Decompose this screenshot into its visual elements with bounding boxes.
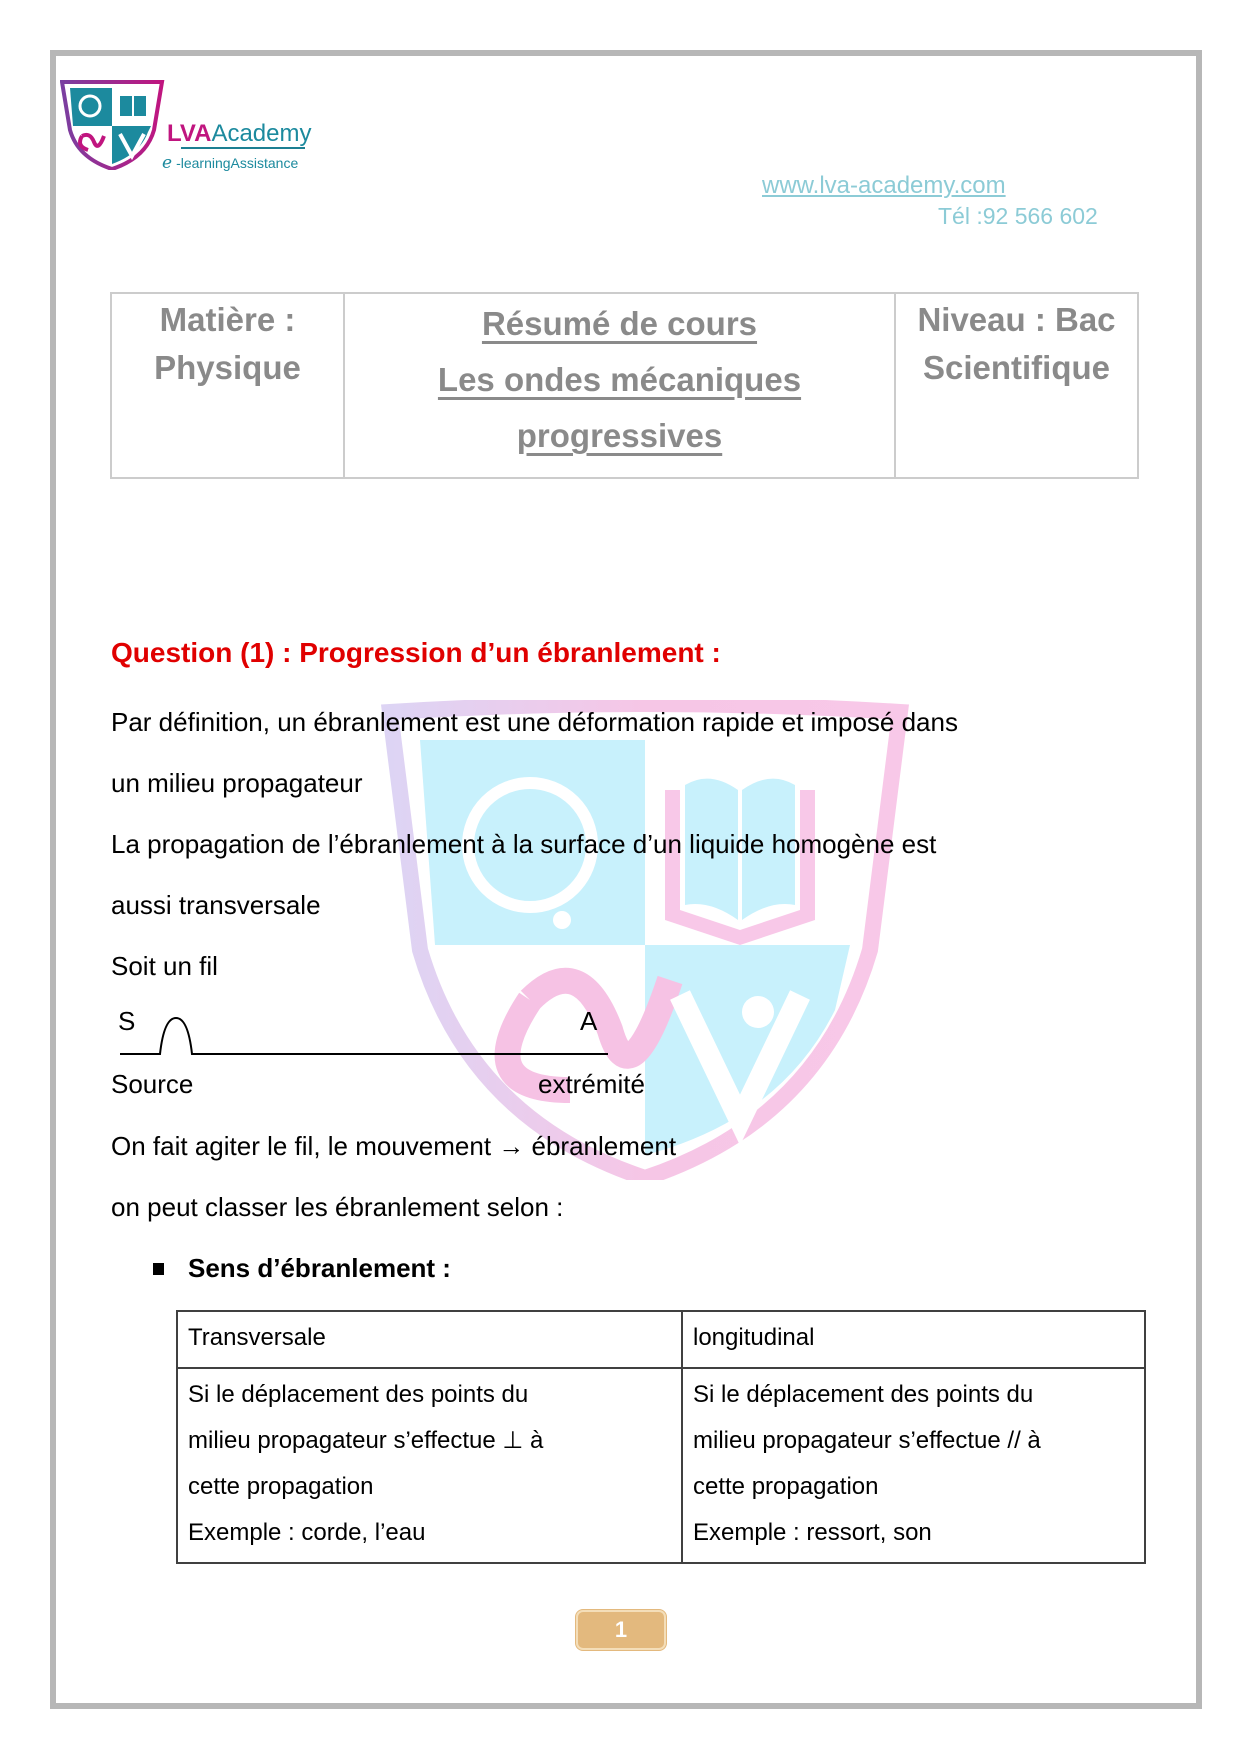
rope-line [120,1018,608,1054]
paragraph-line: on peut classer les ébranlement selon : [111,1192,564,1222]
paragraph-line: On fait agiter le fil, le mouvement → ébranlement [111,1131,677,1161]
subject-label: Matière : [159,301,296,338]
level-cell [896,294,1137,477]
level-value: Scientifique [922,349,1111,386]
cell-line: milieu propagateur s’effectue // à [693,1427,1041,1454]
course-title-line-3: progressives [516,417,723,454]
cell-line: Si le déplacement des points du [693,1381,1034,1408]
tagline-letter: e [162,153,173,173]
diagram-label-end: A [580,1006,598,1036]
website-link[interactable]: www.lva-academy.com [762,172,1006,199]
brand-underline [181,147,305,149]
diagram-label-source: S [118,1006,136,1036]
course-title-cell [345,294,896,477]
paragraph-line: un milieu propagateur [111,768,363,798]
brand-prefix: LVA [167,120,212,147]
table-cell-longitudinal [682,1368,1145,1563]
subject-value: Physique [154,349,301,386]
cell-line: cette propagation [188,1473,374,1500]
table-header-transversal: Transversale [177,1311,682,1368]
brand-suffix: Academy [211,120,312,147]
course-title-line-2: Les ondes mécaniques [437,361,802,398]
cell-line: cette propagation [693,1473,879,1500]
course-title-line-1: Résumé de cours [481,305,758,342]
table-header-row [177,1311,1145,1368]
table-header-longitudinal: longitudinal [682,1311,1145,1368]
level-label: Niveau : Bac [917,301,1116,338]
cell-line: Exemple : ressort, son [693,1519,932,1546]
diagram-caption-end: extrémité [538,1069,645,1099]
paragraph-line: aussi transversale [111,890,321,920]
diagram-caption-source: Source [111,1069,194,1099]
shield-logo-icon [60,80,165,170]
watermark-logo-icon [380,700,910,1180]
rope-pulse-diagram [118,1010,610,1060]
brand-name [167,120,311,148]
table-cell-transversal [177,1368,682,1563]
subject-cell [112,294,345,477]
paragraph-line: La propagation de l’ébranlement à la surface d’un liquide homogène est [111,829,937,859]
cell-line: milieu propagateur s’effectue ⊥ à [188,1427,544,1454]
table-row [177,1368,1145,1563]
page-number-badge: 1 [576,1610,666,1650]
cell-line: Exemple : corde, l’eau [188,1519,426,1546]
cell-line: Si le déplacement des points du [188,1381,529,1408]
paragraph-line: Soit un fil [111,951,218,981]
paragraph-line: Par définition, un ébranlement est une déformation rapide et imposé dans [111,707,958,737]
title-table [110,292,1139,479]
brand-tagline [162,154,298,172]
bullet-heading: Sens d’ébranlement : [188,1253,451,1283]
question-title: Question (1) : Progression d’un ébranlement : [111,637,721,668]
square-bullet-icon [153,1263,164,1275]
tagline-text: -learningAssistance [176,155,299,171]
phone-number: Tél :92 566 602 [938,203,1098,229]
comparison-table [176,1310,1146,1564]
